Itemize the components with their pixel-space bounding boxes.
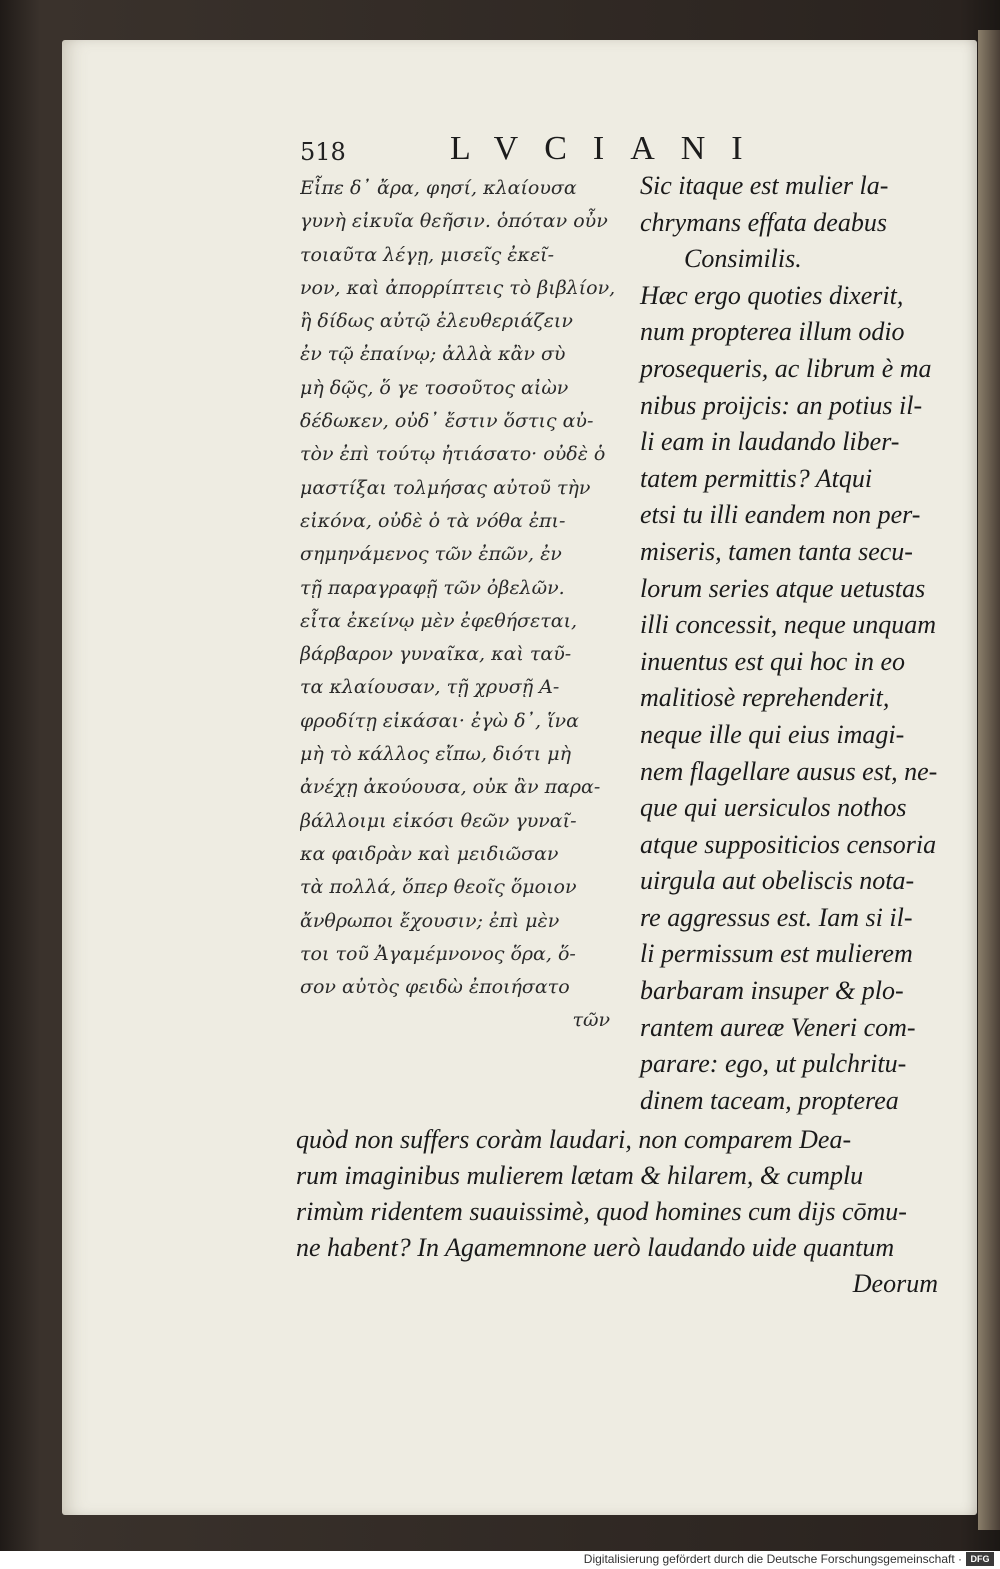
greek-line: βάρβαρον γυναῖκα, καὶ ταῦ- [300, 643, 572, 666]
latin-line: num propterea illum odio [640, 317, 905, 347]
latin-line: nibus proijcis: an potius il- [640, 390, 923, 420]
greek-line: βάλλοιμι εἰκόσι θεῶν γυναῖ- [300, 809, 577, 832]
greek-text-column [300, 172, 640, 1038]
greek-line: τὸν ἐπὶ τούτῳ ἠτιάσατο· οὐδὲ ὁ [300, 443, 606, 466]
full-line: rimùm ridentem suauissimè, quod homines cum dijs cōmu- [296, 1197, 907, 1226]
full-width-text [296, 1122, 946, 1302]
greek-line: μὴ δῷς, ὅ γε τοσοῦτος αἰὼν [300, 376, 569, 399]
latin-line: barbaram insuper & plo- [640, 976, 904, 1006]
greek-line: εἶτα ἐκείνῳ μὲν ἐφεθήσεται, [300, 609, 578, 632]
latin-line: parare: ego, ut pulchritu- [640, 1049, 907, 1079]
greek-line: τὰ πολλά, ὅπερ θεοῖς ὅμοιον [300, 876, 577, 899]
greek-line: μὴ τὸ κάλλος εἴπω, διότι μὴ [300, 743, 572, 766]
latin-line: Consimilis. [684, 244, 802, 274]
latin-line: atque suppositicios censoria [640, 829, 937, 859]
latin-line: li eam in laudando liber- [640, 427, 900, 457]
greek-line: ἐν τῷ ἐπαίνῳ; ἀλλὰ κἂν σὺ [300, 343, 566, 366]
greek-line: σον αὐτὸς φειδὼ ἐποιήσατο [300, 976, 570, 999]
dfg-logo-icon: DFG [966, 1552, 994, 1566]
latin-line: nem flagellare ausus est, ne- [640, 756, 938, 786]
greek-line: δέδωκεν, οὐδ᾽ ἔστιν ὅστις αὐ- [300, 410, 594, 433]
greek-line: ἄνθρωποι ἔχουσιν; ἐπὶ μὲν [300, 909, 560, 932]
greek-line: φροδίτῃ εἰκάσαι· ἐγὼ δ᾽, ἵνα [300, 709, 579, 732]
greek-line: ἢ δίδως αὐτῷ ἐλευθεριάζειν [300, 310, 573, 333]
latin-line: malitiosè reprehenderit, [640, 683, 890, 713]
latin-line: tatem permittis? Atqui [640, 463, 873, 493]
page-number: 518 [300, 138, 346, 166]
greek-line: τοιαῦτα λέγῃ, μισεῖς ἐκεῖ- [300, 243, 555, 266]
latin-line: Sic itaque est mulier la- [640, 171, 889, 200]
latin-line: uirgula aut obeliscis nota- [640, 866, 915, 896]
greek-line: μαστίξαι τολμήσας αὐτοῦ τὴν [300, 476, 591, 499]
greek-line: γυνὴ εἰκυῖα θεῆσιν. ὁπόταν οὖν [300, 210, 608, 233]
latin-line: que qui uersiculos nothos [640, 793, 907, 823]
latin-line: prosequeris, ac librum è ma [640, 353, 932, 383]
greek-line: κα φαιδρὰν καὶ μειδιῶσαν [300, 842, 559, 865]
latin-line: rantem aureæ Veneri com- [640, 1012, 916, 1042]
latin-line: chrymans effata deabus [640, 207, 887, 237]
greek-line: νον, καὶ ἀπορρίπτεις τὸ βιβλίον, [300, 276, 616, 299]
full-line: quòd non suffers coràm laudari, non comparem Dea- [296, 1125, 852, 1154]
latin-line: neque ille qui eius imagi- [640, 719, 905, 749]
latin-text-column [640, 168, 950, 1119]
latin-catchword: Deorum [852, 1269, 938, 1298]
greek-line: τα κλαίουσαν, τῇ χρυσῇ Α- [300, 676, 560, 699]
full-line: ne habent? In Agamemnone uerò laudando uide quantum [296, 1233, 895, 1262]
running-title: LVCIANI [450, 130, 769, 167]
latin-line: miseris, tamen tanta secu- [640, 536, 913, 566]
digitization-credit: Digitalisierung gefördert durch die Deutsche Forschungsgemeinschaft · [583, 1552, 962, 1566]
latin-line: li permissum est mulierem [640, 939, 913, 969]
greek-line: ἀνέχῃ ἀκούουσα, οὐκ ἂν παρα- [300, 776, 601, 799]
page-edge [978, 30, 1000, 1530]
greek-line: τῇ παραγραφῇ τῶν ὀβελῶν. [300, 576, 565, 599]
greek-line: τοι τοῦ Ἀγαμέμνονος ὅρα, ὅ- [300, 942, 576, 965]
latin-line: inuentus est qui hoc in eo [640, 646, 906, 676]
page-header [300, 130, 920, 170]
greek-line: Εἶπε δ᾽ ἄρα, φησί, κλαίουσα [300, 177, 577, 199]
greek-line: σημηνάμενος τῶν ἐπῶν, ἐν [300, 543, 562, 566]
full-line: rum imaginibus mulierem lætam & hilarem, & cumplu [296, 1161, 864, 1190]
greek-line: εἰκόνα, οὐδὲ ὁ τὰ νόθα ἐπι- [300, 509, 566, 532]
latin-line: dinem taceam, propterea [640, 1085, 899, 1115]
latin-line: Hæc ergo quoties dixerit, [640, 280, 904, 310]
latin-line: lorum series atque uetustas [640, 573, 926, 603]
greek-catchword: τῶν [572, 1009, 610, 1032]
latin-line: etsi tu illi eandem non per- [640, 500, 921, 530]
latin-line: illi concessit, neque unquam [640, 610, 937, 640]
latin-line: re aggressus est. Iam si il- [640, 902, 913, 932]
